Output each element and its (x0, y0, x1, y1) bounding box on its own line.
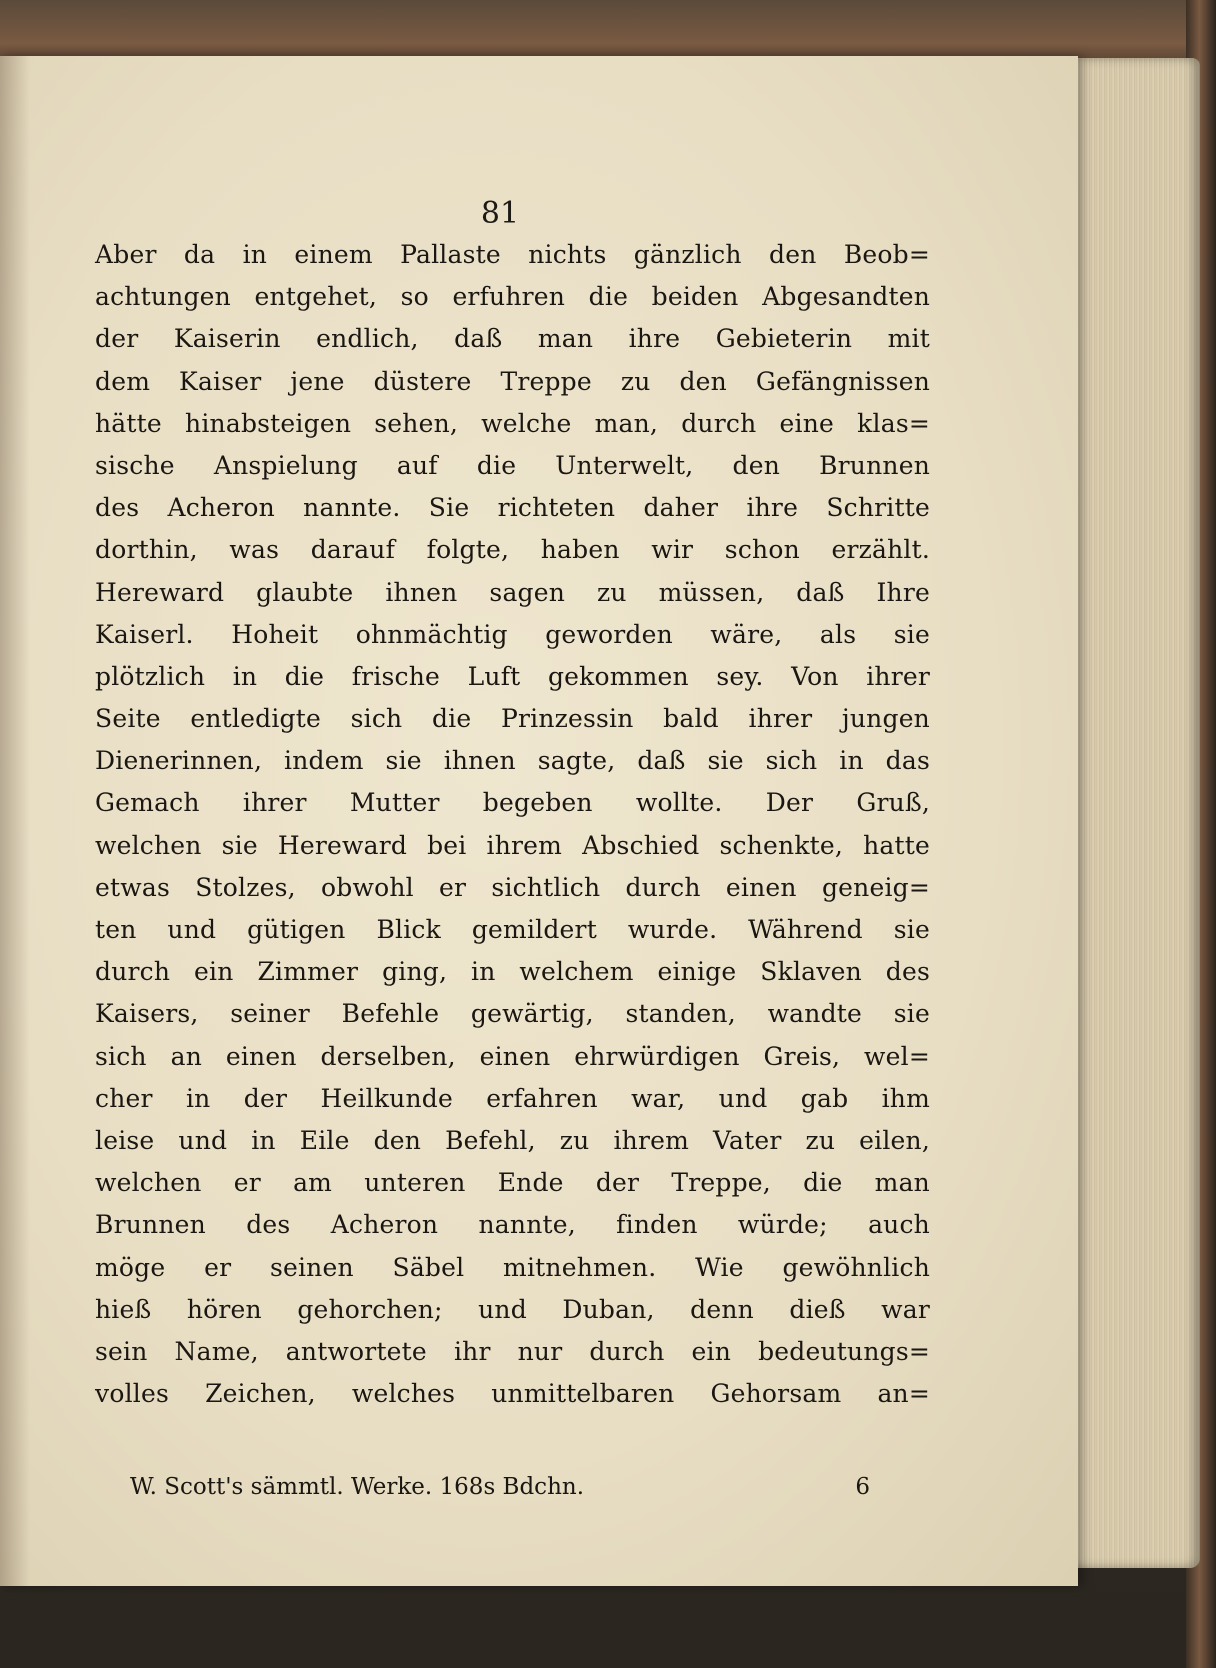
gutter-shadow (0, 56, 30, 1586)
text-line: sein Name, antwortete ihr nur durch ein bedeutungs= (95, 1336, 930, 1366)
text-line: Gemach ihrer Mutter begeben wollte. Der Gruß, (95, 788, 930, 818)
footer-imprint: W. Scott's sämmtl. Werke. 168s Bdchn. (130, 1474, 585, 1500)
text-line: hieß hören gehorchen; und Duban, denn dieß war (95, 1294, 930, 1324)
text-line: Seite entledigte sich die Prinzessin bald ihrer jungen (95, 704, 930, 734)
text-line: etwas Stolzes, obwohl er sichtlich durch einen geneig= (95, 872, 930, 902)
text-line: Aber da in einem Pallaste nichts gänzlich den Beob= (95, 240, 930, 269)
text-line: durch ein Zimmer ging, in welchem einige Sklaven des (95, 957, 930, 987)
text-line: sische Anspielung auf die Unterwelt, den Brunnen (95, 450, 930, 480)
text-line: volles Zeichen, welches unmittelbaren Gehorsam an= (95, 1379, 930, 1409)
text-line: Brunnen des Acheron nannte, finden würde; auch (95, 1210, 930, 1240)
text-line: Hereward glaubte ihnen sagen zu müssen, daß Ihre (95, 577, 930, 607)
text-line: ten und gütigen Blick gemildert wurde. Während sie (95, 915, 930, 944)
text-line: des Acheron nannte. Sie richteten daher ihre Schritte (95, 493, 930, 523)
body-text (95, 234, 930, 1415)
text-line: plötzlich in die frische Luft gekommen sey. Von ihrer (95, 661, 930, 691)
text-line: dem Kaiser jene düstere Treppe zu den Gefängnissen (95, 366, 930, 396)
text-line: sich an einen derselben, einen ehrwürdigen Greis, wel= (95, 1041, 930, 1071)
text-line: welchen sie Hereward bei ihrem Abschied schenkte, hatte (95, 830, 930, 860)
footer (130, 1474, 870, 1500)
text-line: Kaisers, seiner Befehle gewärtig, standen, wandte sie (95, 999, 930, 1029)
signature-mark: 6 (855, 1474, 870, 1500)
text-line: achtungen entgehet, so erfuhren die beiden Abgesandten (95, 282, 930, 312)
text-line: möge er seinen Säbel mitnehmen. Wie gewöhnlich (95, 1252, 930, 1282)
text-line: welchen er am unteren Ende der Treppe, die man (95, 1168, 930, 1198)
text-line: hätte hinabsteigen sehen, welche man, durch eine klas= (95, 408, 930, 438)
text-line: dorthin, was darauf folgte, haben wir schon erzählt. (95, 535, 930, 565)
text-line: Kaiserl. Hoheit ohnmächtig geworden wäre, als sie (95, 619, 930, 649)
page-number: 81 (480, 196, 520, 231)
text-line: Dienerinnen, indem sie ihnen sagte, daß sie sich in das (95, 746, 930, 776)
text-line: der Kaiserin endlich, daß man ihre Gebieterin mit (95, 324, 930, 354)
book-page (0, 56, 1078, 1586)
text-line: leise und in Eile den Befehl, zu ihrem Vater zu eilen, (95, 1125, 930, 1155)
text-line: cher in der Heilkunde erfahren war, und gab ihm (95, 1083, 930, 1113)
